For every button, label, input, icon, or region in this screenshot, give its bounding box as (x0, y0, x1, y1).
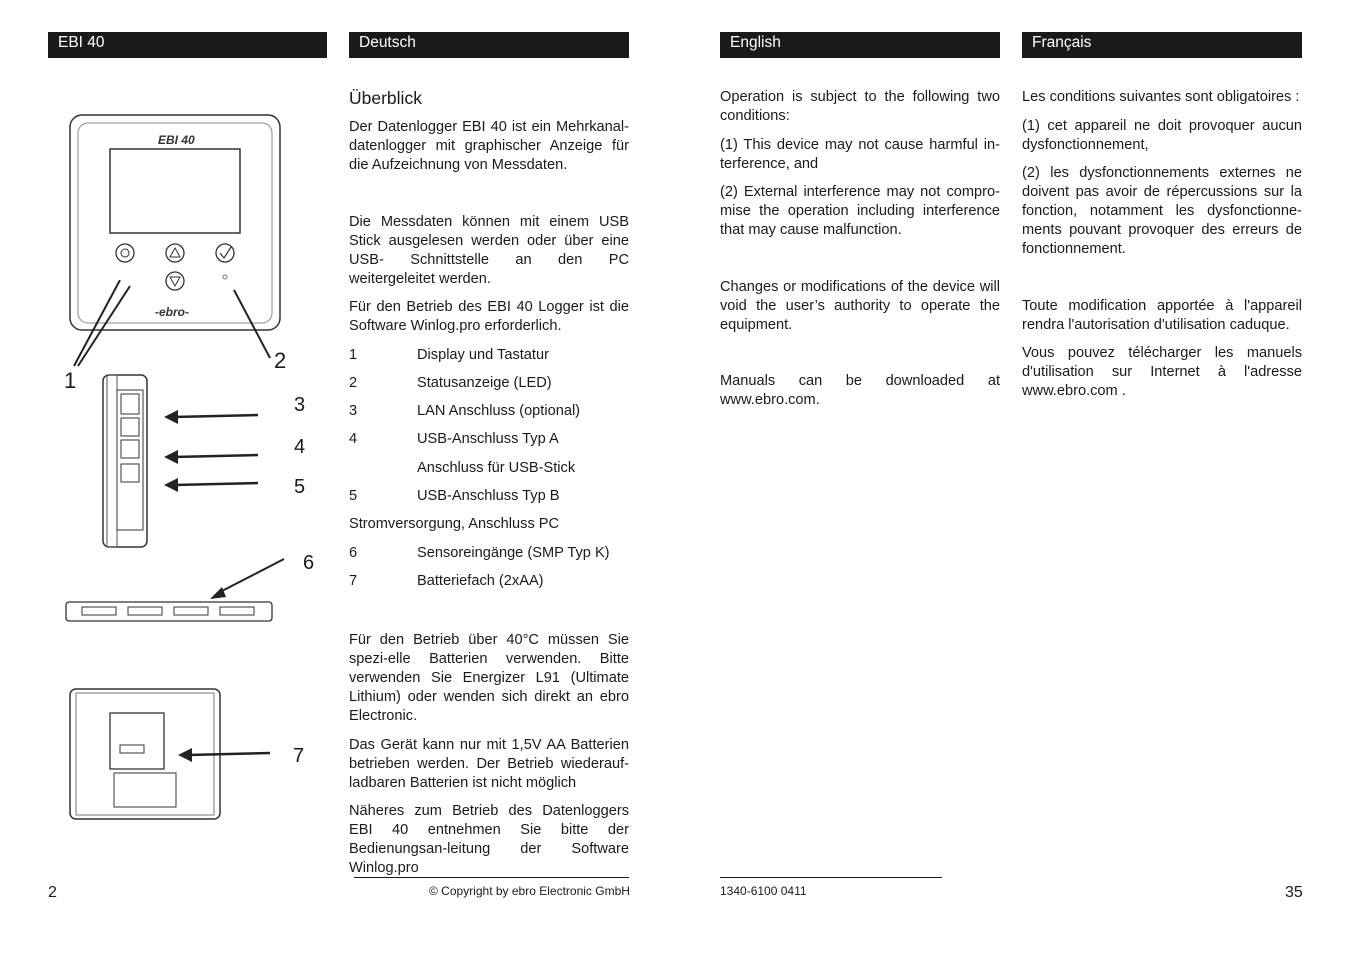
footer-rule-left (354, 877, 629, 878)
header-english: English (720, 32, 1000, 58)
device-bottom-illustration (62, 555, 292, 630)
header-deutsch: Deutsch (349, 32, 629, 58)
deutsch-title: Überblick (349, 88, 422, 108)
label-2: 2 (274, 348, 287, 373)
list-item: Anschluss für USB-Stick (417, 459, 576, 476)
page-number-left: 2 (48, 884, 57, 901)
deutsch-p1: Der Datenlogger EBI 40 ist ein Mehrkanal-datenlogger mit graphischer Anzeige für die Aufzeichnung von Messdaten. (349, 119, 629, 173)
english-column (720, 88, 1000, 420)
label-5: 5 (294, 476, 306, 498)
power-line: Stromversorgung, Anschluss PC (349, 516, 560, 533)
page-number-right: 35 (1285, 884, 1303, 901)
francais-column (1022, 88, 1302, 411)
francais-p4: Toute modification apportée à l'appareil rendra l'autorisation d'utilisation caduque. (1022, 297, 1302, 333)
label-7: 7 (293, 745, 305, 767)
brand-logo: -ebro- (155, 305, 189, 319)
francais-p3: (2) les dysfonctionnements externes ne doivent pas avoir de répercussions sur la fonction, notamment les dysfonctionne-ments pouvant provoquer des erreurs de fonctionnement. (1022, 165, 1302, 257)
list-item: 7 Batteriefach (2xAA) (349, 572, 544, 589)
list-item: 1 Display und Tastatur (349, 346, 549, 363)
deutsch-p5: Das Gerät kann nur mit 1,5V AA Batterien betrieben werden. Der Betrieb wiederauf-ladbaren Batterien ist nicht möglich (349, 736, 629, 791)
francais-p1: Les conditions suivantes sont obligatoires : (1022, 89, 1300, 105)
doc-number: 1340-6100 0411 (720, 884, 807, 898)
english-p4: Changes or modifications of the device will void the user’s authority to operate the equipment. (720, 278, 1000, 333)
list-item: 3 LAN Anschluss (optional) (349, 403, 581, 420)
english-p5: Manuals can be downloaded at www.ebro.com. (720, 373, 1000, 408)
english-p2: (1) This device may not cause harmful in-terference, and (720, 136, 1000, 172)
deutsch-column-lower (349, 631, 629, 888)
english-p1: Operation is subject to the following two conditions: (720, 89, 1000, 124)
footer-rule-right (720, 877, 942, 878)
deutsch-p4: Für den Betrieb über 40°C müssen Sie spezi-elle Batterien verwenden. Bitte verwenden Sie Energizer L91 (Ultimate Lithium) oder wenden sich direkt an ebro Electronic. (349, 632, 629, 724)
label-1: 1 (64, 368, 77, 393)
list-item: 2 Statusanzeige (LED) (349, 374, 552, 391)
device-side-illustration (95, 370, 165, 555)
label-4: 4 (294, 436, 306, 458)
deutsch-p3: Für den Betrieb des EBI 40 Logger ist die Software Winlog.pro erforderlich. (349, 299, 629, 334)
deutsch-p2: Die Messdaten können mit einem USB Stick ausgelesen werden oder über eine USB- Schnittstelle an den PC weitergeleitet werden. (349, 213, 629, 287)
label-3: 3 (294, 394, 306, 416)
list-item: 4 USB-Anschluss Typ A (349, 431, 559, 448)
deutsch-column (349, 88, 629, 600)
device-logo: EBI 40 (158, 133, 195, 147)
english-p3: (2) External interference may not compro-mise the operation including interference that may cause malfunction. (720, 184, 1000, 238)
label-6: 6 (303, 552, 315, 574)
deutsch-p6: Näheres zum Betrieb des Datenloggers EBI 40 entnehmen Sie bitte der Bedienungsan-leitung der Software Winlog.pro (349, 803, 629, 876)
list-item: 5 USB-Anschluss Typ B (349, 487, 560, 504)
header-ebi40: EBI 40 (48, 32, 327, 58)
francais-p2: (1) cet appareil ne doit provoquer aucun dysfonctionnement, (1022, 117, 1302, 153)
device-back-illustration (66, 685, 288, 825)
list-item: 6 Sensoreingänge (SMP Typ K) (349, 544, 610, 561)
copyright: © Copyright by ebro Electronic GmbH (429, 884, 630, 898)
francais-p5: Vous pouvez télécharger les manuels d'utilisation sur Internet à l'adresse www.ebro.com . (1022, 345, 1302, 399)
header-francais: Français (1022, 32, 1302, 58)
deutsch-list (349, 346, 629, 601)
callout-arrows-side (160, 395, 270, 495)
